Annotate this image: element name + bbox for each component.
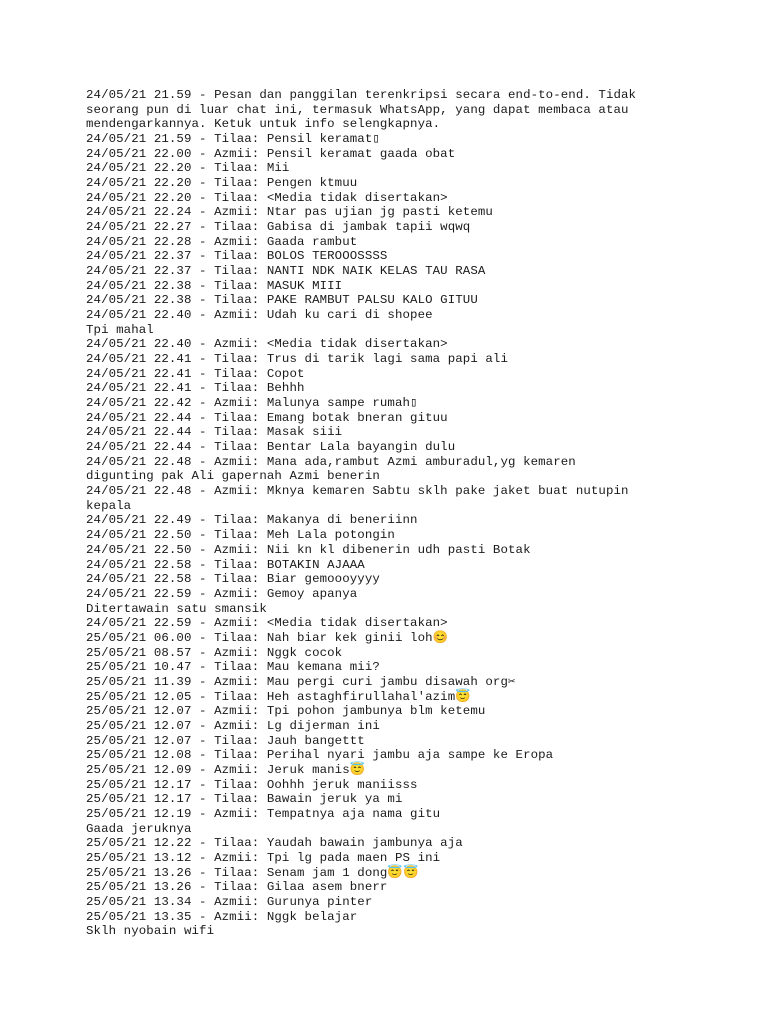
chat-line: 25/05/21 12.19 - Azmii: Tempatnya aja nama gitu <box>86 806 441 821</box>
chat-line: 24/05/21 22.44 - Tilaa: Emang botak bneran gituu <box>86 410 448 425</box>
chat-line: 24/05/21 22.00 - Azmii: Pensil keramat gaada obat <box>86 146 456 161</box>
chat-line: kepala <box>86 498 132 513</box>
chat-line: 24/05/21 22.49 - Tilaa: Makanya di beneriinn <box>86 513 418 528</box>
chat-line: 24/05/21 22.40 - Azmii: <Media tidak disertakan> <box>86 337 448 352</box>
chat-transcript <box>86 88 726 939</box>
chat-line: 24/05/21 22.38 - Tilaa: PAKE RAMBUT PALSU KALO GITUU <box>86 293 478 308</box>
chat-line: 24/05/21 22.41 - Tilaa: Trus di tarik lagi sama papi ali <box>86 352 508 367</box>
chat-line: 24/05/21 22.48 - Azmii: Mana ada,rambut Azmi amburadul,yg kemaren <box>86 454 576 469</box>
chat-line: 25/05/21 13.35 - Azmii: Nggk belajar <box>86 909 358 924</box>
chat-line: 25/05/21 08.57 - Azmii: Nggk cocok <box>86 645 343 660</box>
chat-line: 24/05/21 22.20 - Tilaa: Mii <box>86 161 290 176</box>
chat-line: mendengarkannya. Ketuk untuk info selengkapnya. <box>86 117 441 132</box>
chat-line: 24/05/21 22.20 - Tilaa: <Media tidak disertakan> <box>86 190 448 205</box>
chat-line: 24/05/21 22.38 - Tilaa: MASUK MIII <box>86 278 343 293</box>
chat-line: 24/05/21 22.24 - Azmii: Ntar pas ujian jg pasti ketemu <box>86 205 493 220</box>
chat-line: 24/05/21 22.37 - Tilaa: NANTI NDK NAIK KELAS TAU RASA <box>86 264 486 279</box>
chat-line: 25/05/21 12.17 - Tilaa: Oohhh jeruk maniisss <box>86 777 418 792</box>
chat-line: 25/05/21 06.00 - Tilaa: Nah biar kek ginii loh😊 <box>86 630 449 645</box>
chat-line: 24/05/21 22.37 - Tilaa: BOLOS TEROOOSSSS <box>86 249 388 264</box>
chat-line: Ditertawain satu smansik <box>86 601 267 616</box>
chat-line: Gaada jeruknya <box>86 821 192 836</box>
chat-line: 24/05/21 22.59 - Azmii: <Media tidak disertakan> <box>86 616 448 631</box>
chat-line: 24/05/21 22.40 - Azmii: Udah ku cari di shopee <box>86 308 433 323</box>
chat-line: 24/05/21 21.59 - Tilaa: Pensil keramat▯ <box>86 132 380 147</box>
chat-line: 25/05/21 13.12 - Azmii: Tpi lg pada maen PS ini <box>86 850 441 865</box>
chat-line: 25/05/21 10.47 - Tilaa: Mau kemana mii? <box>86 660 380 675</box>
chat-line: 25/05/21 13.26 - Tilaa: Senam jam 1 dong😇😇 <box>86 865 419 880</box>
chat-line: 24/05/21 22.28 - Azmii: Gaada rambut <box>86 234 358 249</box>
chat-line: 25/05/21 12.17 - Tilaa: Bawain jeruk ya mi <box>86 792 403 807</box>
chat-line: 24/05/21 22.48 - Azmii: Mknya kemaren Sabtu sklh pake jaket buat nutupin <box>86 484 629 499</box>
chat-line: 25/05/21 12.09 - Azmii: Jeruk manis😇 <box>86 762 366 777</box>
chat-line: 24/05/21 22.58 - Tilaa: BOTAKIN AJAAA <box>86 557 365 572</box>
chat-line: 24/05/21 22.44 - Tilaa: Masak siii <box>86 425 343 440</box>
chat-line: 25/05/21 13.26 - Tilaa: Gilaa asem bnerr <box>86 880 388 895</box>
chat-line: 25/05/21 13.34 - Azmii: Gurunya pinter <box>86 894 373 909</box>
chat-line: 24/05/21 22.50 - Tilaa: Meh Lala potongin <box>86 528 395 543</box>
chat-line: 25/05/21 12.05 - Tilaa: Heh astaghfirullahal'azim😇 <box>86 689 471 704</box>
chat-line: seorang pun di luar chat ini, termasuk WhatsApp, yang dapat membaca atau <box>86 102 629 117</box>
chat-line: 25/05/21 11.39 - Azmii: Mau pergi curi jambu disawah org✂ <box>86 674 516 689</box>
chat-line: 24/05/21 22.41 - Tilaa: Copot <box>86 366 305 381</box>
chat-line: 24/05/21 21.59 - Pesan dan panggilan terenkripsi secara end-to-end. Tidak <box>86 88 637 102</box>
chat-line: 25/05/21 12.07 - Tilaa: Jauh bangettt <box>86 733 365 748</box>
chat-line: Sklh nyobain wifi <box>86 924 215 939</box>
chat-line: 24/05/21 22.58 - Tilaa: Biar gemoooyyyy <box>86 572 380 587</box>
chat-line: 25/05/21 12.07 - Azmii: Tpi pohon jambunya blm ketemu <box>86 704 486 719</box>
chat-line: Tpi mahal <box>86 322 154 337</box>
chat-line: 25/05/21 12.22 - Tilaa: Yaudah bawain jambunya aja <box>86 836 463 851</box>
chat-line: 25/05/21 12.07 - Azmii: Lg dijerman ini <box>86 718 380 733</box>
chat-line: 24/05/21 22.50 - Azmii: Nii kn kl dibenerin udh pasti Botak <box>86 542 531 557</box>
chat-line: 24/05/21 22.42 - Azmii: Malunya sampe rumah▯ <box>86 396 418 411</box>
chat-line: 25/05/21 12.08 - Tilaa: Perihal nyari jambu aja sampe ke Eropa <box>86 748 554 763</box>
chat-line: digunting pak Ali gapernah Azmi benerin <box>86 469 380 484</box>
chat-line: 24/05/21 22.20 - Tilaa: Pengen ktmuu <box>86 176 358 191</box>
chat-line: 24/05/21 22.59 - Azmii: Gemoy apanya <box>86 586 358 601</box>
chat-line: 24/05/21 22.44 - Tilaa: Bentar Lala bayangin dulu <box>86 440 456 455</box>
chat-line: 24/05/21 22.27 - Tilaa: Gabisa di jambak tapii wqwq <box>86 220 471 235</box>
chat-line: 24/05/21 22.41 - Tilaa: Behhh <box>86 381 305 396</box>
